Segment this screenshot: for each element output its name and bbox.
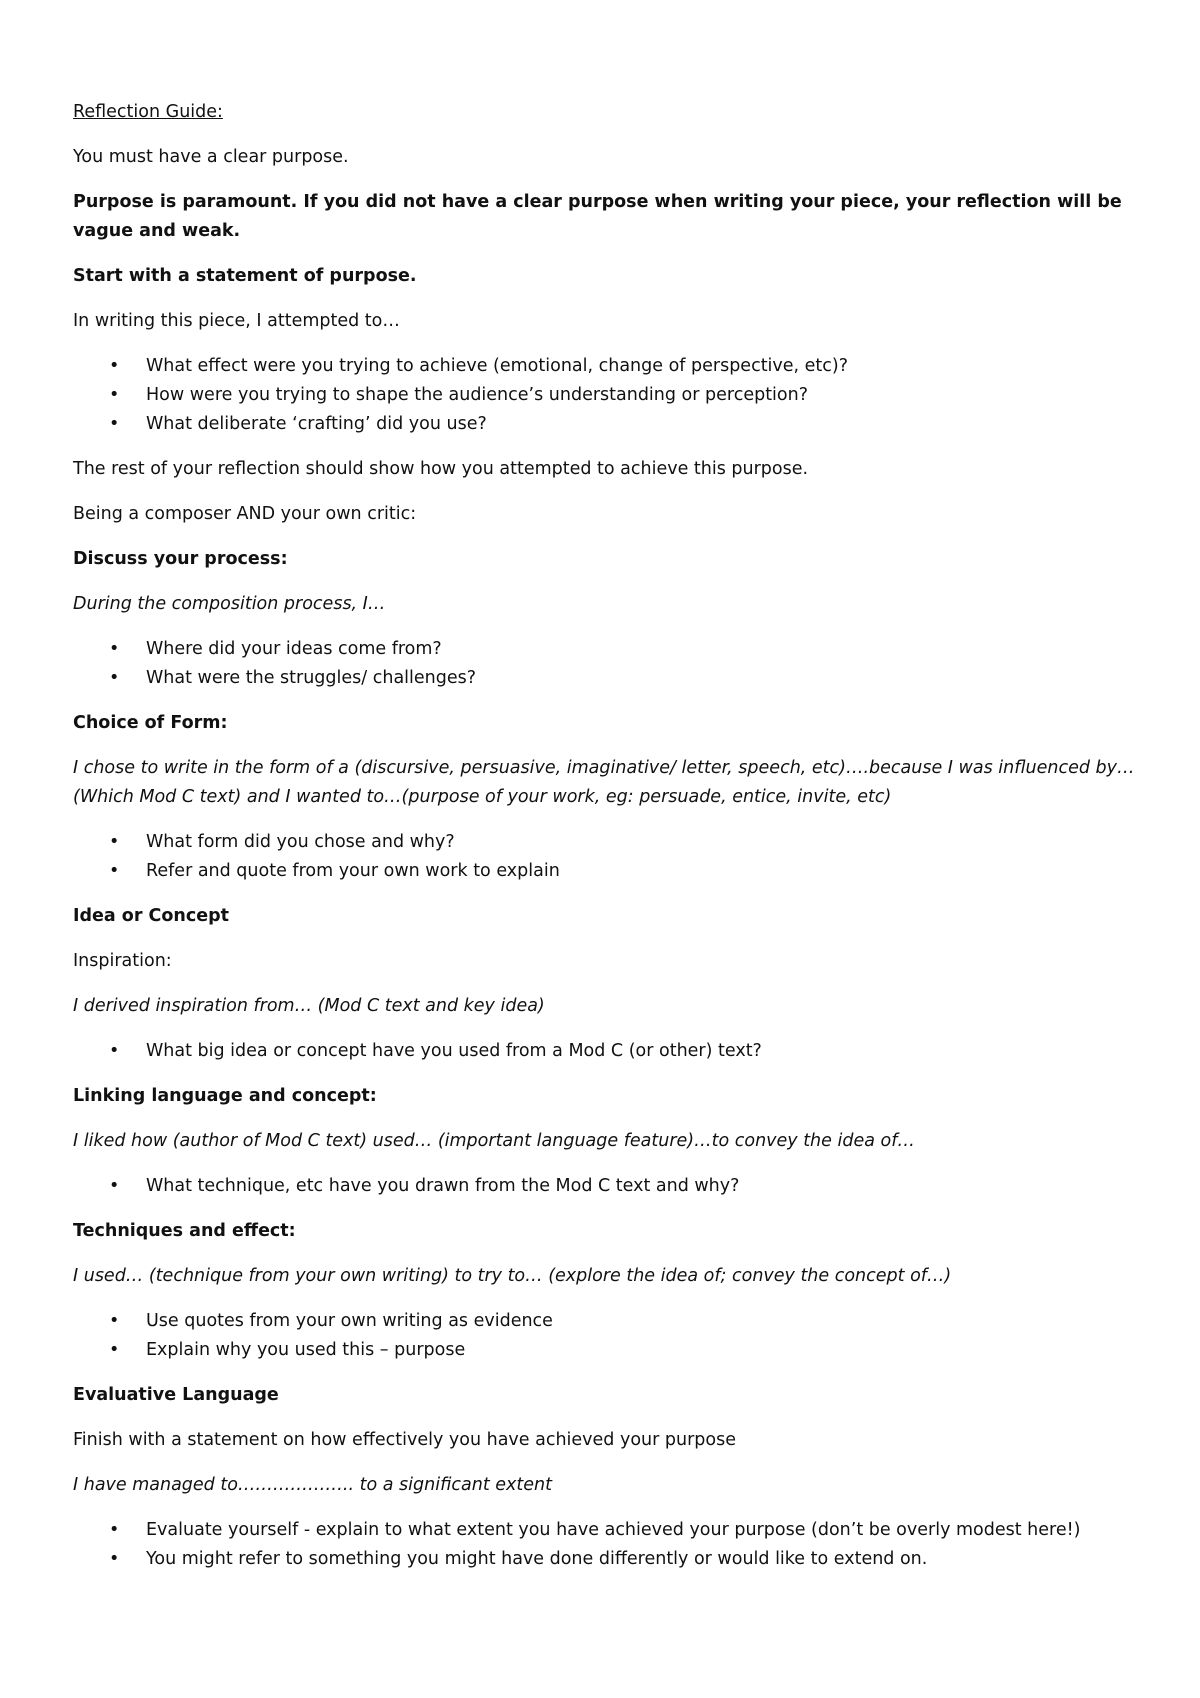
bullet-icon: •: [109, 861, 120, 881]
process-heading: Discuss your process:: [73, 549, 288, 569]
bullet-icon: •: [109, 832, 120, 852]
intro-bullet-list: [73, 352, 1140, 439]
attempt-prompt: In writing this piece, I attempted to…: [73, 311, 400, 331]
linking-heading: Linking language and concept:: [73, 1086, 377, 1106]
bullet-icon: •: [109, 385, 120, 405]
list-item: • What big idea or concept have you used from a Mod C (or other) text?: [73, 1037, 1140, 1066]
form-bullet-list: [73, 828, 1140, 886]
list-item: • Refer and quote from your own work to explain: [73, 857, 1140, 886]
bullet-icon: •: [109, 1520, 120, 1540]
idea-heading: Idea or Concept: [73, 906, 230, 926]
list-item: • What deliberate ‘crafting’ did you use?: [73, 410, 1140, 439]
bullet-icon: •: [109, 1311, 120, 1331]
bullet-icon: •: [109, 356, 120, 376]
process-prompt: During the composition process, I…: [73, 594, 386, 614]
process-bullet-list: [73, 635, 1140, 693]
evaluative-instruction: Finish with a statement on how effectively you have achieved your purpose: [73, 1430, 736, 1450]
bullet-icon: •: [109, 1549, 120, 1569]
list-item: • You might refer to something you might have done differently or would like to extend on.: [73, 1545, 1140, 1574]
bullet-icon: •: [109, 414, 120, 434]
evaluative-prompt: I have managed to……………….. to a significant extent: [73, 1475, 552, 1495]
bullet-icon: •: [109, 668, 120, 688]
linking-bullet-list: [73, 1172, 1140, 1201]
techniques-heading: Techniques and effect:: [73, 1221, 296, 1241]
start-heading: Start with a statement of purpose.: [73, 266, 417, 286]
bullet-icon: •: [109, 639, 120, 659]
evaluative-heading: Evaluative Language: [73, 1385, 279, 1405]
purpose-statement: Purpose is paramount. If you did not have a clear purpose when writing your piece, your reflection will be vague and weak.: [73, 192, 1122, 241]
list-item: • Use quotes from your own writing as evidence: [73, 1307, 1140, 1336]
composer-paragraph: Being a composer AND your own critic:: [73, 504, 417, 524]
evaluative-bullet-list: [73, 1516, 1140, 1574]
idea-bullet-list: [73, 1037, 1140, 1066]
list-item: • What were the struggles/ challenges?: [73, 664, 1140, 693]
list-item: • Where did your ideas come from?: [73, 635, 1140, 664]
inspiration-label: Inspiration:: [73, 951, 172, 971]
list-item: • What technique, etc have you drawn from the Mod C text and why?: [73, 1172, 1140, 1201]
rest-paragraph: The rest of your reflection should show how you attempted to achieve this purpose.: [73, 459, 809, 479]
linking-prompt: I liked how (author of Mod C text) used… (important language feature)…to convey the idea of…: [73, 1131, 915, 1151]
intro-paragraph: You must have a clear purpose.: [73, 147, 349, 167]
list-item: • How were you trying to shape the audience’s understanding or perception?: [73, 381, 1140, 410]
techniques-prompt: I used… (technique from your own writing) to try to… (explore the idea of; convey the concept of…): [73, 1266, 952, 1286]
bullet-icon: •: [109, 1041, 120, 1061]
page-title: Reflection Guide:: [73, 102, 223, 122]
list-item: • Explain why you used this – purpose: [73, 1336, 1140, 1365]
list-item: • What form did you chose and why?: [73, 828, 1140, 857]
form-prompt: I chose to write in the form of a (discursive, persuasive, imaginative/ letter, speech, etc)….because I was influenced by… (Which Mod C text) and I wanted to…(purpose of your work, eg: persuade, entice, invite, etc): [73, 758, 1135, 807]
list-item: • Evaluate yourself - explain to what extent you have achieved your purpose (don’t be overly modest here!): [73, 1516, 1140, 1545]
bullet-icon: •: [109, 1176, 120, 1196]
techniques-bullet-list: [73, 1307, 1140, 1365]
list-item: • What effect were you trying to achieve (emotional, change of perspective, etc)?: [73, 352, 1140, 381]
form-heading: Choice of Form:: [73, 713, 228, 733]
idea-prompt: I derived inspiration from… (Mod C text and key idea): [73, 996, 545, 1016]
bullet-icon: •: [109, 1340, 120, 1360]
